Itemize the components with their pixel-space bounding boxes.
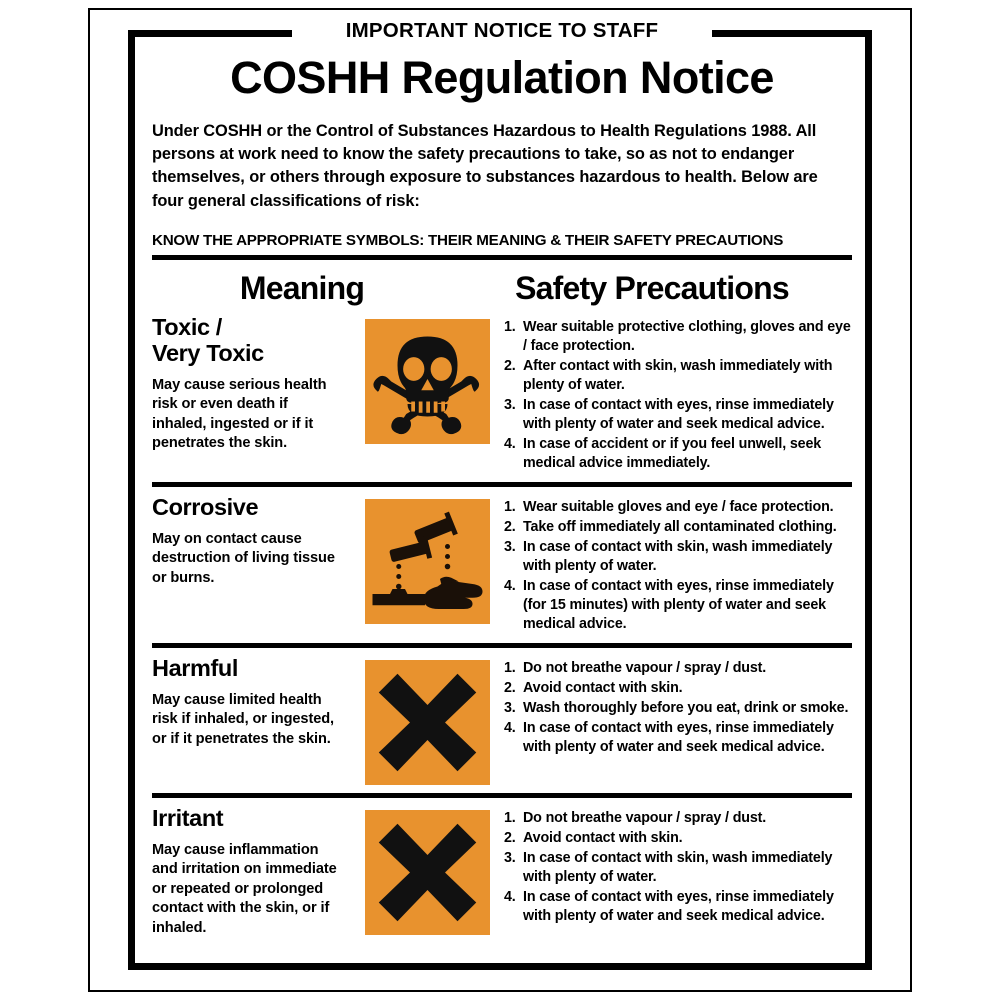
precaution-number: 3.: [504, 849, 516, 866]
precaution-number: 3.: [504, 538, 516, 555]
saint-andrews-cross-icon: [365, 810, 490, 935]
precaution-number: 4.: [504, 888, 516, 905]
precaution-text: In case of contact with skin, wash immediately with plenty of water.: [523, 538, 833, 574]
hazard-name: Harmful: [152, 654, 238, 681]
precaution-number: 1.: [504, 809, 516, 826]
poster-content: [152, 48, 852, 958]
skull-and-crossbones-icon: [365, 319, 490, 444]
precaution-number: 3.: [504, 699, 516, 716]
precautions-cell: [502, 495, 852, 635]
hazard-description: May cause limited health risk if inhaled, or ingested, or if it penetrates the skin.: [152, 691, 334, 747]
precautions-list: [504, 318, 852, 473]
symbol-cell: [352, 495, 502, 624]
precaution-number: 1.: [504, 498, 516, 515]
hazard-rows: [152, 307, 852, 939]
meaning-cell: [152, 315, 352, 454]
meaning-cell: [152, 806, 352, 939]
precaution-text: Do not breathe vapour / spray / dust.: [523, 659, 767, 676]
symbol-cell: [352, 656, 502, 785]
important-notice-title: IMPORTANT NOTICE TO STAFF: [345, 18, 659, 42]
precaution-item: [504, 829, 852, 848]
precaution-text: Take off immediately all contaminated clothing.: [523, 518, 837, 535]
hazard-name: Corrosive: [152, 493, 259, 520]
precautions-list: [504, 659, 852, 757]
precaution-text: In case of contact with eyes, rinse immediately with plenty of water and seek medical advice.: [523, 719, 834, 755]
precaution-text: In case of contact with eyes, rinse immediately with plenty of water and seek medical advice.: [523, 888, 834, 924]
precaution-item: [504, 577, 852, 634]
intro-paragraph: Under COSHH or the Control of Substances Hazardous to Health Regulations 1988. All persons at work need to know the safety precautions to take, so as not to endanger themselves, or others through exposure to substances hazardous to health. Below are four general classifications of risk:: [152, 121, 818, 210]
hazard-name: Irritant: [152, 804, 224, 831]
precautions-list: [504, 809, 852, 926]
precaution-number: 4.: [504, 435, 516, 452]
precaution-item: [504, 498, 852, 517]
precautions-cell: [502, 806, 852, 927]
precaution-number: 1.: [504, 659, 516, 676]
precaution-number: 4.: [504, 577, 516, 594]
precaution-text: In case of contact with skin, wash immediately with plenty of water.: [523, 849, 833, 885]
hazard-name: Toxic / Very Toxic: [152, 313, 264, 366]
precaution-item: [504, 719, 852, 757]
precaution-number: 1.: [504, 318, 516, 335]
precaution-text: In case of accident or if you feel unwell, seek medical advice immediately.: [523, 435, 822, 471]
symbol-cell: [352, 806, 502, 935]
precaution-item: [504, 809, 852, 828]
hazard-description: May cause serious health risk or even death if inhaled, ingested or if it penetrates the skin.: [152, 376, 327, 452]
hazard-description: May cause inflammation and irritation on immediate or repeated or prolonged contact with the skin, or if inhaled.: [152, 841, 337, 936]
precaution-number: 3.: [504, 396, 516, 413]
precaution-item: [504, 888, 852, 926]
precaution-number: 4.: [504, 719, 516, 736]
precaution-item: [504, 318, 852, 356]
precaution-text: Wear suitable gloves and eye / face protection.: [523, 498, 834, 515]
precaution-item: [504, 538, 852, 576]
precaution-text: In case of contact with eyes, rinse immediately (for 15 minutes) with plenty of water and seek medical advice.: [523, 577, 834, 632]
hazard-row: [152, 648, 852, 785]
precaution-text: In case of contact with eyes, rinse immediately with plenty of water and seek medical advice.: [523, 396, 834, 432]
precaution-number: 2.: [504, 829, 516, 846]
precaution-text: Do not breathe vapour / spray / dust.: [523, 809, 767, 826]
corrosive-icon: [365, 499, 490, 624]
symbol-cell: [352, 315, 502, 444]
precaution-text: After contact with skin, wash immediately with plenty of water.: [523, 357, 833, 393]
precautions-cell: [502, 656, 852, 758]
precaution-item: [504, 435, 852, 473]
precaution-item: [504, 396, 852, 434]
meaning-cell: [152, 495, 352, 588]
column-header-safety-precautions: Safety Precautions: [515, 269, 789, 306]
column-header-meaning: Meaning: [239, 269, 365, 306]
precaution-number: 2.: [504, 518, 516, 535]
precaution-text: Avoid contact with skin.: [523, 679, 683, 696]
subheading-rule: [152, 255, 852, 260]
precaution-item: [504, 518, 852, 537]
precaution-number: 2.: [504, 679, 516, 696]
precaution-item: [504, 849, 852, 887]
precaution-text: Avoid contact with skin.: [523, 829, 683, 846]
precaution-item: [504, 659, 852, 678]
important-notice-banner: [292, 16, 712, 46]
meaning-cell: [152, 656, 352, 749]
symbols-subheading: KNOW THE APPROPRIATE SYMBOLS: THEIR MEANING & THEIR SAFETY PRECAUTIONS: [152, 231, 784, 249]
precautions-cell: [502, 315, 852, 474]
page-title: COSHH Regulation Notice: [230, 52, 774, 103]
precaution-item: [504, 699, 852, 718]
precautions-list: [504, 498, 852, 634]
saint-andrews-cross-icon: [365, 660, 490, 785]
hazard-description: May on contact cause destruction of living tissue or burns.: [152, 530, 335, 586]
precaution-text: Wear suitable protective clothing, gloves and eye / face protection.: [523, 318, 851, 354]
hazard-row: [152, 307, 852, 474]
precaution-text: Wash thoroughly before you eat, drink or smoke.: [523, 699, 849, 716]
hazard-row: [152, 487, 852, 635]
precaution-item: [504, 357, 852, 395]
precaution-item: [504, 679, 852, 698]
column-headers: [152, 270, 852, 307]
hazard-row: [152, 798, 852, 939]
precaution-number: 2.: [504, 357, 516, 374]
